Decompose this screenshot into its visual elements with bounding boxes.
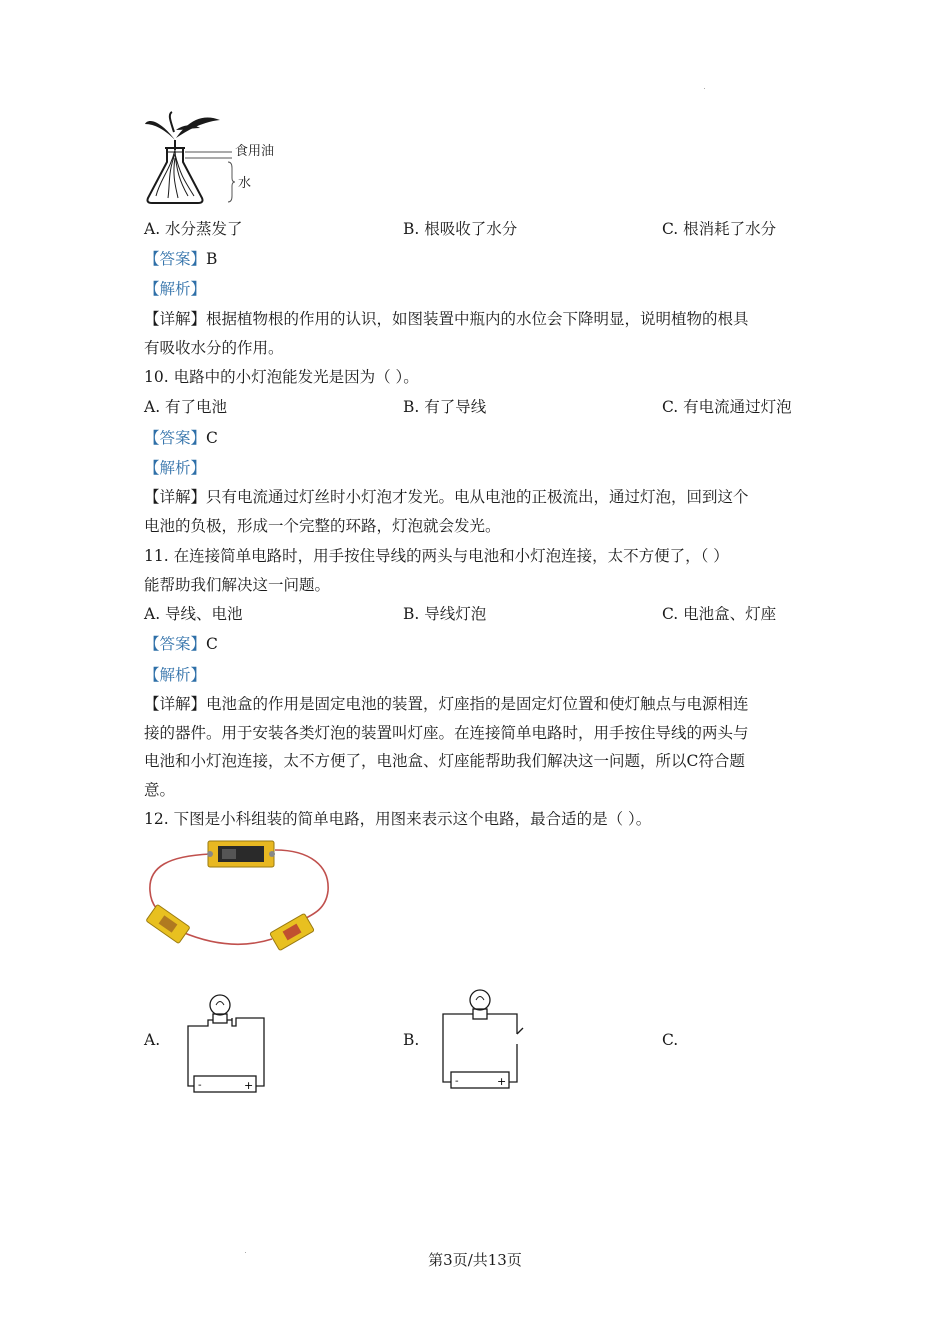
q11-detail-line-4: 意。: [144, 781, 176, 799]
q9-detail-line-2: 有吸收水分的作用。: [144, 339, 284, 357]
q9-analysis-tag: 【解析】: [144, 280, 207, 298]
circuit-photo: [140, 836, 335, 951]
q11-detail-line-1: 【详解】电池盒的作用是固定电池的装置，灯座指的是固定灯位置和使灯触点与电源相连: [144, 695, 749, 713]
q11-stem-line-2: 能帮助我们解决这一问题。: [144, 576, 331, 594]
q9-option-b: B. 根吸收了水分: [403, 220, 518, 238]
q10-analysis-tag: 【解析】: [144, 459, 207, 477]
q12-option-b: B.: [403, 1031, 420, 1049]
q10-option-a: A. 有了电池: [144, 398, 228, 416]
circuit-diagram-b: [435, 984, 530, 1089]
answer-value: C: [206, 635, 218, 653]
page-footer: 第3页/共13页: [428, 1251, 522, 1269]
circuit-diagram-a: [180, 990, 275, 1095]
q11-detail-line-2: 接的器件。用于安装各类灯泡的装置叫灯座。在连接简单电路时，用手按住导线的两头与: [144, 724, 749, 742]
q10-option-b: B. 有了导线: [403, 398, 487, 416]
q9-answer: [144, 248, 217, 270]
q10-answer: [144, 427, 218, 449]
q12-option-a: A.: [144, 1031, 161, 1049]
q11-stem-line-1: 11. 在连接简单电路时，用手按住导线的两头与电池和小灯泡连接，太不方便了，（ ）: [144, 547, 729, 565]
q12-option-c: C.: [662, 1031, 679, 1049]
scan-speck: [704, 88, 705, 89]
answer-value: C: [206, 429, 218, 447]
q10-option-c: C. 有电流通过灯泡: [662, 398, 792, 416]
q9-detail-line-1: 【详解】根据植物根的作用的认识，如图装置中瓶内的水位会下降明显，说明植物的根具: [144, 310, 749, 328]
circuit-photo-drawing: [140, 836, 335, 951]
circuit-diagram-a-drawing: [180, 990, 275, 1095]
q11-option-a: A. 导线、电池: [144, 605, 243, 623]
q11-option-c: C. 电池盒、灯座: [662, 605, 777, 623]
svg-text:-: -: [455, 1076, 459, 1087]
q11-answer: [144, 633, 218, 655]
oil-label: 食用油: [235, 144, 275, 159]
q11-analysis-tag: 【解析】: [144, 666, 207, 684]
circuit-diagram-b-drawing: [435, 984, 530, 1089]
q10-stem: 10. 电路中的小灯泡能发光是因为（ ）。: [144, 368, 419, 386]
svg-text:+: +: [244, 1079, 254, 1092]
q12-stem: 12. 下图是小科组装的简单电路，用图来表示这个电路，最合适的是（ ）。: [144, 810, 652, 828]
q11-detail-line-3: 电池和小灯泡连接，太不方便了，电池盒、灯座能帮助我们解决这一问题，所以C符合题: [144, 752, 745, 770]
answer-value: B: [206, 250, 218, 268]
q9-option-c: C. 根消耗了水分: [662, 220, 777, 238]
answer-tag: 【答案】: [144, 250, 207, 268]
water-label: 水: [238, 176, 252, 191]
q11-option-b: B. 导线灯泡: [403, 605, 487, 623]
q10-detail-line-2: 电池的负极，形成一个完整的环路，灯泡就会发光。: [144, 517, 501, 535]
svg-text:-: -: [198, 1080, 202, 1091]
answer-tag: 【答案】: [144, 429, 207, 447]
svg-text:+: +: [497, 1075, 507, 1088]
plant-flask-figure: [140, 110, 290, 210]
q9-option-a: A. 水分蒸发了: [144, 220, 243, 238]
q10-detail-line-1: 【详解】只有电流通过灯丝时小灯泡才发光。电从电池的正极流出，通过灯泡，回到这个: [144, 488, 749, 506]
plant-flask-drawing: [140, 110, 290, 210]
answer-tag: 【答案】: [144, 635, 207, 653]
